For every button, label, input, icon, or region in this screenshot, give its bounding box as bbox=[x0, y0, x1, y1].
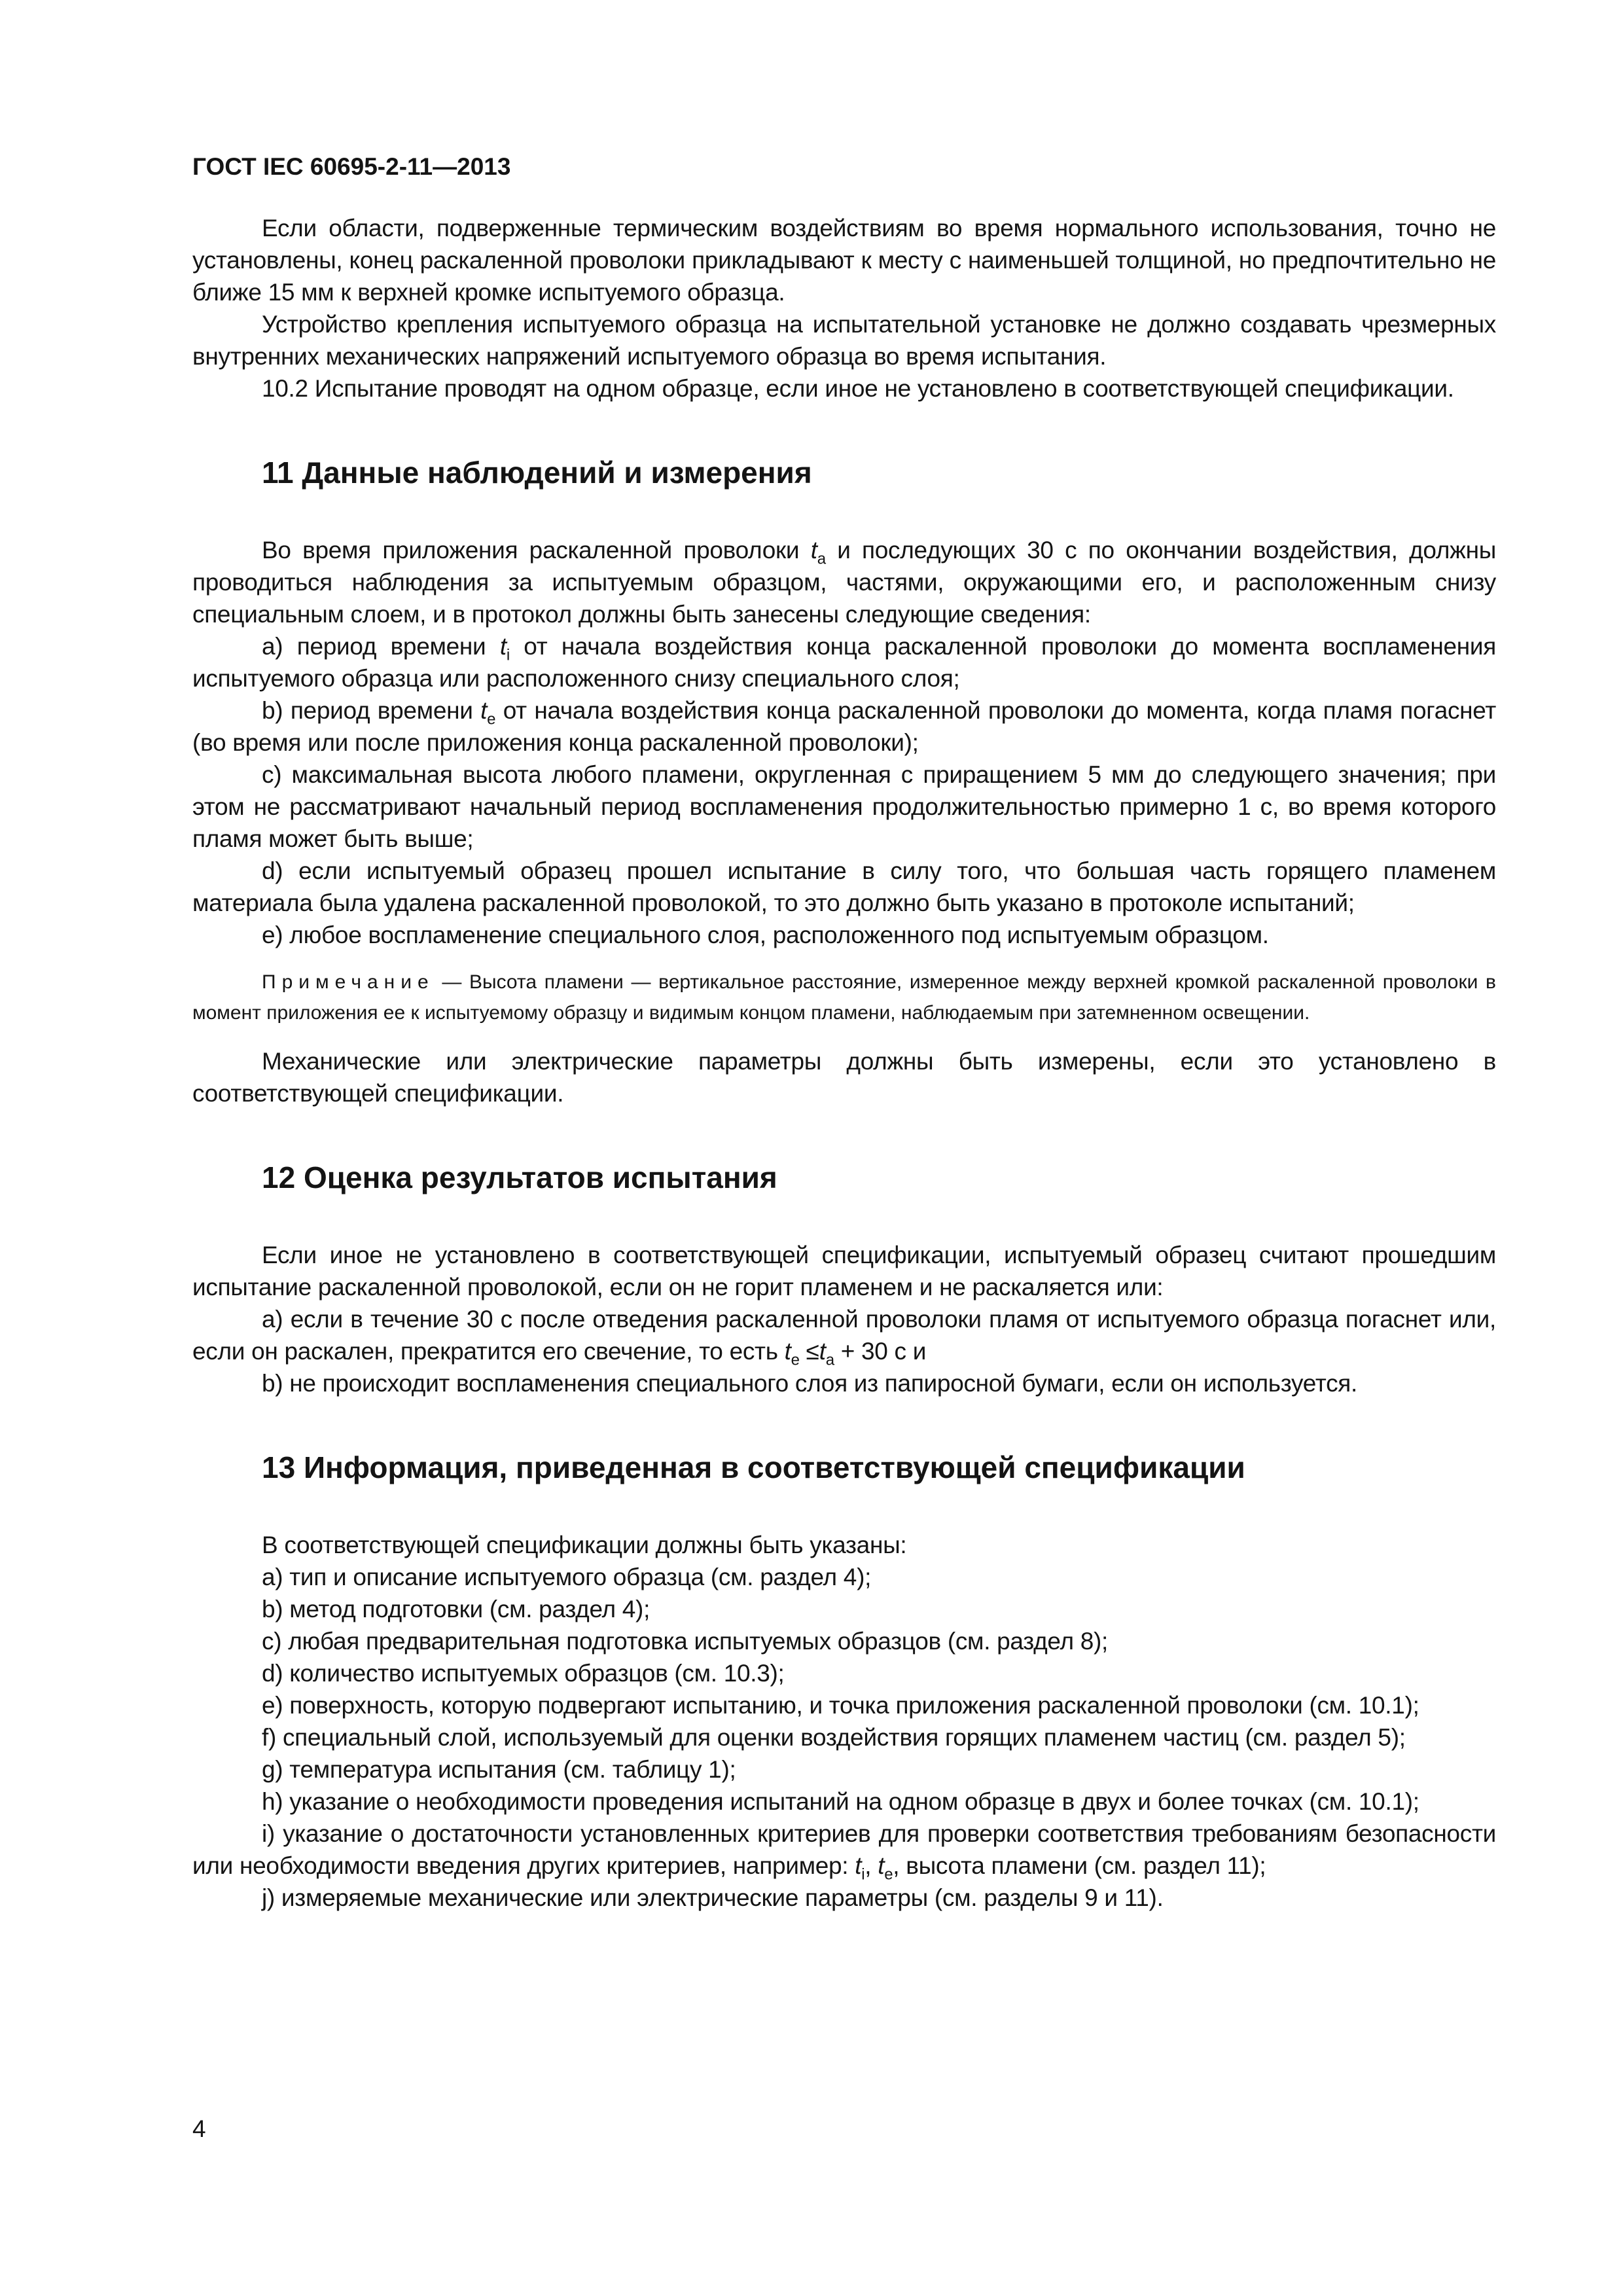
time-symbol: t bbox=[499, 633, 507, 660]
time-symbol: t bbox=[784, 1338, 791, 1365]
time-symbol: t bbox=[810, 537, 817, 564]
time-subscript: i bbox=[506, 646, 510, 664]
section-13-lead: В соответствующей спецификации должны быть указаны: bbox=[262, 1532, 907, 1558]
time-symbol: t bbox=[480, 697, 488, 724]
section-11-item-a: a) период времени $t_i$ от начала воздействия конца раскаленной проволоки до момента воспламенения испытуемого образца или расположенного снизу специального слоя; bbox=[192, 633, 1496, 692]
section-13-item-f: f) специальный слой, используемый для оценки воздействия горящих пламенем частиц (см. раздел 5); bbox=[262, 1724, 1406, 1751]
section-13-item-i: i) указание о достаточности установленных критериев для проверки соответствия требованиям безопасности или необходимости введения других критериев, например: $t_i$, $t_e$, высота пламени (см. раздел 11); bbox=[192, 1820, 1496, 1884]
section-11-heading: 11 Данные наблюдений и измерения bbox=[262, 456, 812, 490]
intro-paragraph-1: Если области, подверженные термическим воздействиям во время нормального использования, точно не установлены, конец раскаленной проволоки прикладывают к месту с наименьшей толщиной, но предпочтительно не ближе 15 мм к верхней кромке испытуемого образца. bbox=[192, 215, 1496, 306]
time-subscript: e bbox=[884, 1865, 893, 1884]
time-symbol: t bbox=[855, 1852, 862, 1879]
time-subscript: i bbox=[861, 1865, 865, 1884]
section-13-item-a: a) тип и описание испытуемого образца (см. раздел 4); bbox=[262, 1564, 872, 1590]
time-symbol: t bbox=[819, 1338, 826, 1365]
section-13-heading: 13 Информация, приведенная в соответствующей спецификации bbox=[262, 1450, 1245, 1484]
section-11-lead: Во время приложения раскаленной проволоки $t_a$ и последующих 30 с по окончании воздействия, должны проводиться наблюдения за испытуемым образцом, частями, окружающими его, и расположенным снизу специальным слоем, и в протокол должны быть занесены следующие сведения: bbox=[192, 537, 1496, 628]
section-13-item-e: e) поверхность, которую подвергают испытанию, и точка приложения раскаленной проволоки (см. 10.1); bbox=[262, 1692, 1419, 1719]
section-11-note bbox=[192, 967, 1496, 1028]
section-12-item-a: a) если в течение 30 с после отведения раскаленной проволоки пламя от испытуемого образца погаснет или, если он раскален, прекратится его свечение, то есть $t_e \le t_a + 30$ с и bbox=[192, 1306, 1496, 1369]
section-13-item-b: b) метод подготовки (см. раздел 4); bbox=[262, 1596, 651, 1623]
page-number: 4 bbox=[192, 2115, 206, 2142]
section-11-item-e: e) любое воспламенение специального слоя, расположенного под испытуемым образцом. bbox=[262, 922, 1269, 948]
section-11-item-c: c) максимальная высота любого пламени, округленная с приращением 5 мм до следующего значения; при этом не рассматривают начальный период воспламенения продолжительностью примерно 1 с, во время которого пламя может быть выше; bbox=[192, 761, 1496, 852]
section-12-lead: Если иное не установлено в соответствующей спецификации, испытуемый образец считают прошедшим испытание раскаленной проволокой, если он не горит пламенем и не раскаляется или: bbox=[192, 1242, 1496, 1300]
time-subscript: a bbox=[817, 550, 826, 568]
section-12-item-b: b) не происходит воспламенения специального слоя из папиросной бумаги, если он используется. bbox=[262, 1370, 1358, 1397]
section-13-item-c: c) любая предварительная подготовка испытуемых образцов (см. раздел 8); bbox=[262, 1628, 1109, 1655]
section-11-item-b: b) период времени $t_e$ от начала воздействия конца раскаленной проволоки до момента, когда пламя погаснет (во время или после приложения конца раскаленной проволоки); bbox=[192, 697, 1496, 756]
time-subscript: e bbox=[487, 710, 496, 728]
clause-10-2: 10.2 Испытание проводят на одном образце, если иное не установлено в соответствующей спецификации. bbox=[262, 375, 1454, 402]
note-text: — Высота пламени — вертикальное расстояние, измеренное между верхней кромкой раскаленной проволоки в момент приложения ее к испытуемому образцу и видимым концом пламени, наблюдаемым при затемненном освещении. bbox=[192, 971, 1496, 1024]
section-11-closing: Механические или электрические параметры должны быть измерены, если это установлено в соответствующей спецификации. bbox=[192, 1048, 1496, 1107]
time-subscript: e bbox=[791, 1351, 800, 1369]
note-label: Примечание bbox=[262, 971, 435, 993]
time-symbol: t bbox=[878, 1852, 885, 1879]
time-subscript: a bbox=[825, 1351, 834, 1369]
section-13-item-d: d) количество испытуемых образцов (см. 10.3); bbox=[262, 1660, 785, 1687]
intro-paragraph-2: Устройство крепления испытуемого образца на испытательной установке не должно создавать чрезмерных внутренних механических напряжений испытуемого образца во время испытания. bbox=[192, 311, 1496, 370]
section-11-item-d: d) если испытуемый образец прошел испытание в силу того, что большая часть горящего пламенем материала была удалена раскаленной проволокой, то это должно быть указано в протоколе испытаний; bbox=[192, 857, 1496, 916]
document-code-header: ГОСТ IEC 60695-2-11—2013 bbox=[192, 153, 511, 180]
page-content bbox=[192, 151, 1496, 1914]
section-12-heading: 12 Оценка результатов испытания bbox=[262, 1160, 777, 1194]
section-13-item-g: g) температура испытания (см. таблицу 1); bbox=[262, 1756, 736, 1783]
section-13-item-h: h) указание о необходимости проведения испытаний на одном образце в двух и более точках (см. 10.1); bbox=[262, 1788, 1419, 1815]
section-13-item-j: j) измеряемые механические или электрические параметры (см. разделы 9 и 11). bbox=[262, 1884, 1164, 1911]
